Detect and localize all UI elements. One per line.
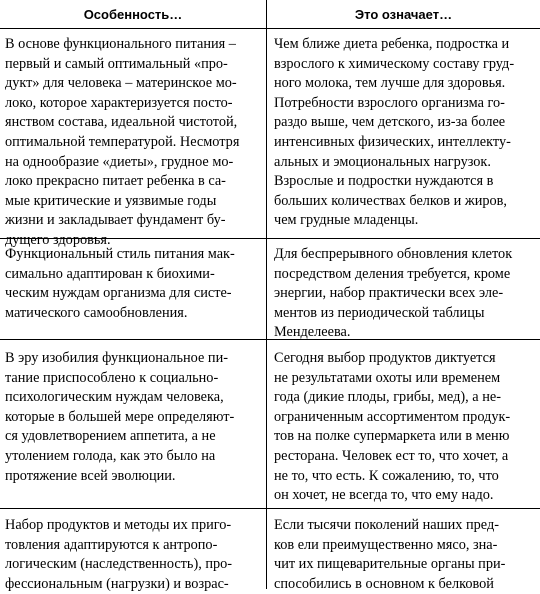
row-4-meaning-text: Если тысячи поколений наших пред- ков ели преимущественно мясо, зна- чит их пищеварительные органы при- способились в основном к белковой [274,517,506,592]
row-1-feature-text: В основе функционального питания – первый и самый оптимальный «про- дукт» для человека – материнское мо- локо, которое характеризуется посто- янством состава, идеальной чистотой, оптимальной температурой. Несмотря на однообразие «диеты», грудное мо- локо прекрасно питает ребенка в са- мые критические и уязвимые годы жизни и закладывает фундамент бу- дущего здоровья. [5,36,240,248]
row-2-meaning-text: Для беспрерывного обновления клеток посредством деления требуется, кроме энергии, набор практически всех эле- ментов из периодической таблицы Менделеева. [274,246,513,341]
column-header-feature: Особенность… [83,6,183,22]
row-2-feature-text: Функциональный стиль питания мак- симально адаптирован к биохими- ческим нуждам организма для систе- матического самообновления. [5,246,235,321]
row-4-feature-text: Набор продуктов и методы их приго- товления адаптируются к антропо- логическим (наследственность), про- фессиональным (нагрузки) и возрас- [5,517,233,592]
row-3-meaning-text: Сегодня выбор продуктов диктуется не результатами охоты или временем года (дикие плоды, грибы, мед), а не- ограниченным ассортиментом продук- тов на полке супермаркета или в меню ресторана. Человек ест то, что хочет, а не то, что есть. К сожалению, то, что он хочет, не всегда то, что ему надо. [274,350,511,504]
row-3-feature-text: В эру изобилия функциональное пи- тание приспособлено к социально- психологическим нуждам человека, которые в большей мере определяют- ся удовлетворением аппетита, а не утолением голода, как это было на протяжение всей эволюции. [5,350,235,484]
header-divider [0,28,540,29]
column-divider [266,0,267,589]
column-header-meaning: Это означает… [354,6,453,22]
row-divider [0,508,540,509]
row-1-meaning-text: Чем ближе диета ребенка, подростка и взрослого к химическому составу груд- ного молока, тем лучше для здоровья. Потребности взрослого организма го- раздо выше, чем детского, из-за более интенсивных физических, интеллекту- альных и эмоциональных нагрузок. Взрослые и подростки нуждаются в больших количествах белков и жиров, чем грудные младенцы. [274,36,515,229]
